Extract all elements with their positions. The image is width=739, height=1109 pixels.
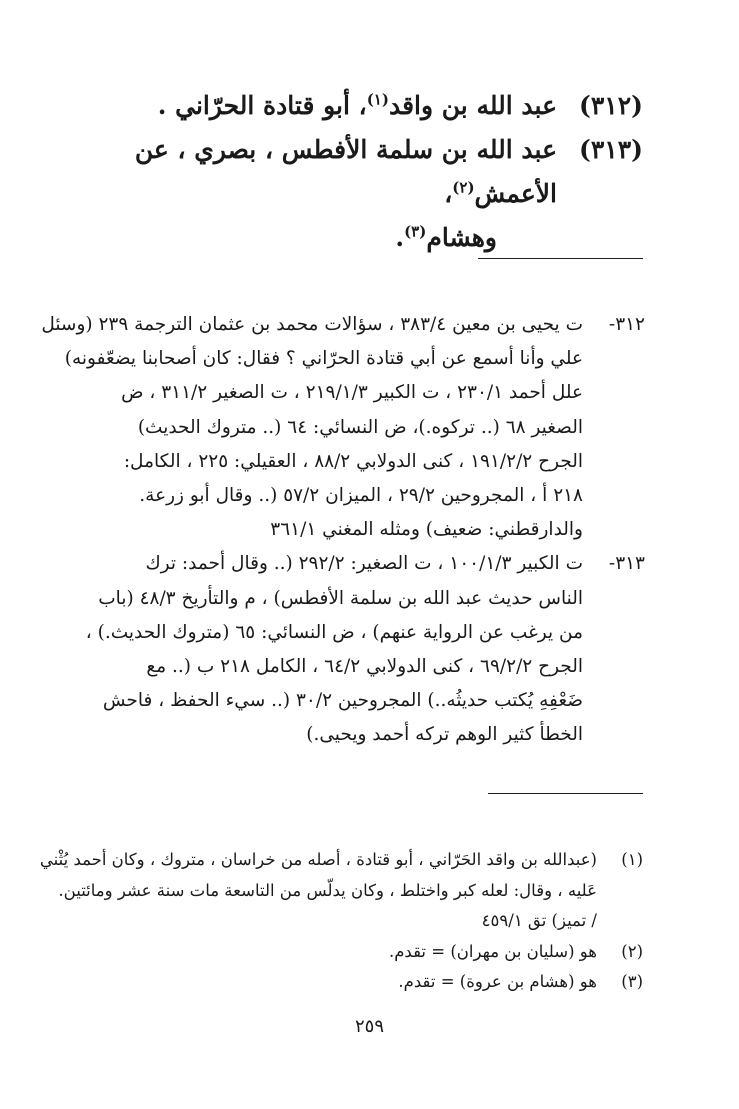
separator-rule [478, 258, 643, 259]
commentary-number: ٣١٣- [608, 553, 645, 575]
footnote-ref[interactable]: (٣) [404, 222, 427, 241]
footnote-number: (٣) [621, 972, 643, 992]
footnote-number: (٢) [621, 941, 643, 961]
entry-rest: ، أبو قتادة الحرّاني . [157, 91, 367, 120]
commentary-line: ت يحيى بن معين ٣٨٣/٤ ، سؤالات محمد بن عثمان الترجمة ٢٣٩ (وسئل [41, 314, 583, 335]
commentary-line: الناس حديث عبد الله بن سلمة الأفطس) ، م والتأريخ ٤٨/٣ (باب [98, 587, 583, 609]
main-entry-312 [80, 84, 643, 128]
footnote-ref[interactable]: (١) [366, 90, 389, 109]
commentary-line: علي وأنا أسمع عن أبي قتادة الحرّاني ؟ فقال: كان أصحابنا يضعّفونه) [64, 348, 583, 370]
entry-text [80, 128, 557, 260]
footnote-line: / تميز) تق ٤٥٩/١ [481, 911, 597, 931]
separator-rule [488, 793, 643, 794]
footnote-2 [80, 937, 643, 968]
commentary-line: علل أحمد ٢٣٠/١ ، ت الكبير ٢١٩/١/٣ ، ت الصغير ٣١١/٢ ، ض [121, 382, 583, 404]
commentary-line: ٢١٨ أ ، المجروحين ٢٩/٢ ، الميزان ٥٧/٢ (.. وقال أبو زرعة. [139, 485, 583, 507]
entry-number: (٣١٣) [579, 135, 643, 164]
footnote-number: (١) [621, 850, 643, 869]
entry-number: (٣١٢) [579, 91, 643, 120]
main-entry-313 [80, 128, 643, 260]
footnote-ref[interactable]: (٢) [452, 178, 475, 197]
entry-name: عبد الله بن واقد [388, 91, 557, 120]
commentary-entry-313 [80, 547, 645, 752]
commentary-number: ٣١٢- [608, 314, 645, 335]
footnote-text [398, 967, 597, 998]
commentary-line: الجرح ١٩١/٢/٢ ، كنى الدولابي ٨٨/٢ ، العقيلي: ٢٢٥ ، الكامل: [123, 450, 583, 472]
commentary-text [41, 308, 583, 547]
footnote-line: (عبدالله بن واقد الحَرّاني ، أبو قتادة ، أصله من خراسان ، متروك ، وكان أحمد يُثْني [39, 850, 597, 869]
footnotes-section [39, 845, 643, 998]
footnote-line: هو (هشام بن عروة) = تقدم. [398, 972, 597, 992]
commentary-text [80, 547, 583, 752]
footnote-line: هو (سليان بن مهران) = تقدم. [388, 941, 597, 961]
commentary-section [41, 308, 645, 753]
footnote-line: عَليه ، وقال: لعله كبر واختلط ، وكان يدلّس من التاسعة مات سنة عشر ومائتين. [58, 880, 597, 900]
entry-cont-text: وهشام [426, 223, 497, 252]
footnote-text [40, 845, 597, 937]
footnote-1 [39, 845, 643, 937]
commentary-line: من يرغب عن الرواية عنهم) ، ض النسائي: ٦٥ (متروك الحديث.) ، [85, 621, 583, 643]
commentary-entry-312 [41, 308, 645, 547]
entry-name: عبد الله بن سلمة الأفطس ، بصري ، عن الأعمش [134, 135, 557, 208]
commentary-line: الصغير ٦٨ (.. تركوه.)، ض النسائي: ٦٤ (.. متروك الحديث) [137, 416, 583, 438]
footnote-text [389, 937, 597, 968]
page-number: ٢٥٩ [354, 1016, 384, 1037]
entry-cont-rest: . [395, 223, 405, 252]
commentary-line: الجرح ٦٩/٢/٢ ، كنى الدولابي ٦٤/٢ ، الكامل ٢١٨ ب (.. مع [146, 656, 583, 678]
main-entries [80, 84, 643, 260]
commentary-line: الخطأ كثير الوهم تركه أحمد ويحيى.) [306, 724, 583, 746]
footnote-3 [80, 967, 643, 998]
entry-continuation [80, 216, 557, 260]
commentary-line: ضَعْفِهِ يُكتب حديثُه..) المجروحين ٣٠/٢ (.. سيء الحفظ ، فاحش [102, 690, 583, 712]
commentary-line: ت الكبير ١٠٠/١/٣ ، ت الصغير: ٢٩٢/٢ (.. وقال أحمد: ترك [145, 553, 583, 575]
commentary-line: والدارقطني: ضعيف) ومثله المغني ٣٦١/١ [270, 519, 583, 541]
entry-text [80, 84, 557, 128]
entry-rest: ، [444, 179, 453, 208]
